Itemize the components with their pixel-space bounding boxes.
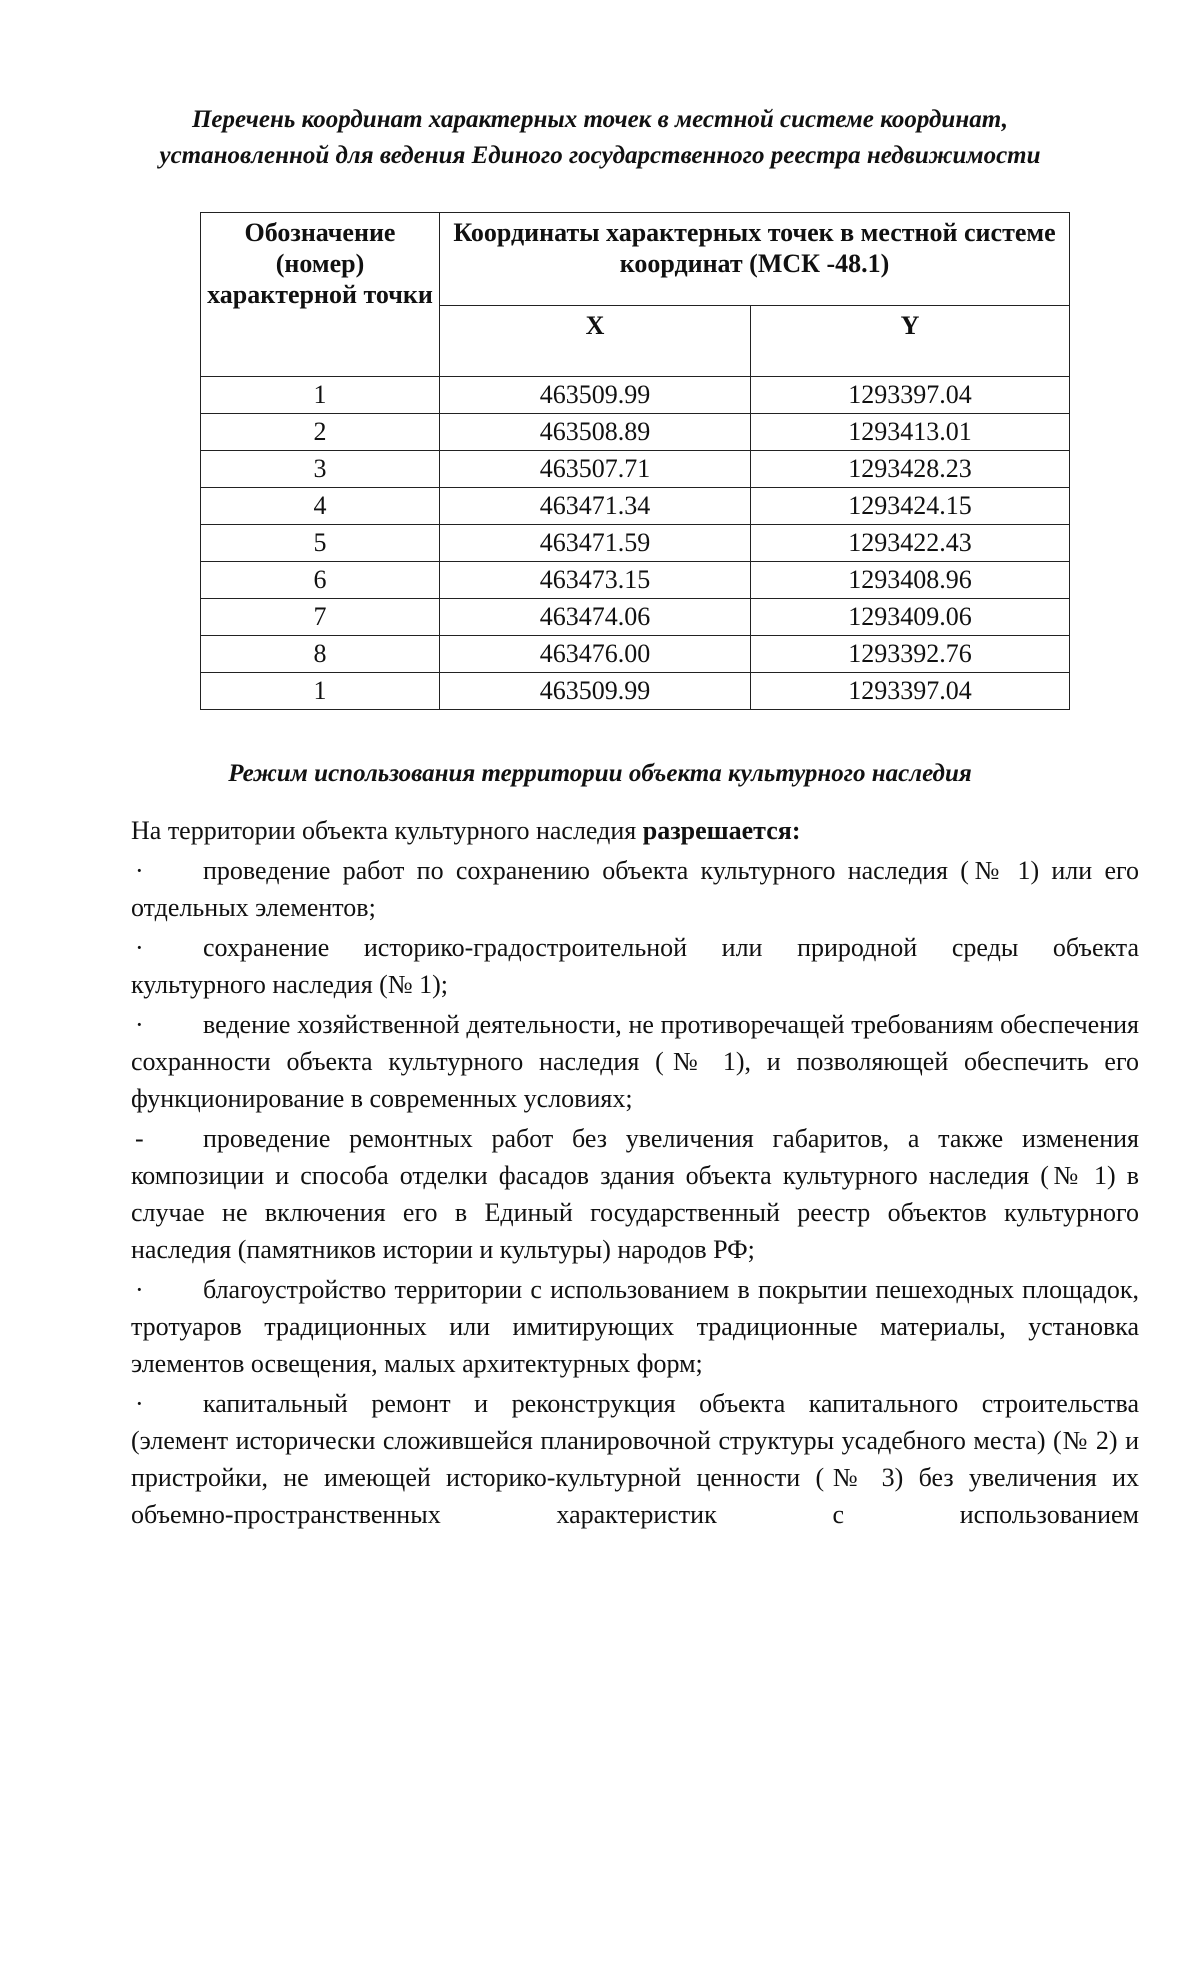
cell-point: 1 [201,377,440,414]
cell-y: 1293397.04 [751,673,1070,710]
cell-y: 1293422.43 [751,525,1070,562]
cell-x: 463476.00 [440,636,751,673]
table-row [201,599,1070,636]
cell-x: 463474.06 [440,599,751,636]
cell-x: 463471.34 [440,488,751,525]
table-row [201,414,1070,451]
cell-y: 1293409.06 [751,599,1070,636]
regime-title: Режим использования территории объекта культурного наследия [228,760,972,787]
cell-y: 1293392.76 [751,636,1070,673]
list-item [131,929,1139,1003]
list-item-marker: · [135,1389,144,1418]
cell-x: 463507.71 [440,451,751,488]
list-item-marker: - [135,1124,144,1153]
cell-y: 1293413.01 [751,414,1070,451]
regime-body [131,812,1139,1536]
cell-point: 3 [201,451,440,488]
cell-y: 1293397.04 [751,377,1070,414]
cell-x: 463471.59 [440,525,751,562]
regime-intro [131,812,1139,849]
list-item [131,1120,1139,1268]
cell-y: 1293428.23 [751,451,1070,488]
coordinates-table-body [201,377,1070,710]
list-item-marker: · [135,1010,144,1039]
cell-point: 8 [201,636,440,673]
table-row [201,636,1070,673]
list-item-text: проведение ремонтных работ без увеличения габаритов, а также изменения композиции и способа отделки фасадов здания объекта культурного наследия (№ 1) в случае не включения его в Единый государственный реестр объектов культурного наследия (памятников истории и культуры) народов РФ; [131,1124,1139,1264]
cell-point: 2 [201,414,440,451]
header-x: X [440,306,751,377]
coordinates-table [200,212,1070,710]
regime-intro-text: На территории объекта культурного наследия [131,816,643,845]
list-item-text: ведение хозяйственной деятельности, не противоречащей требованиям обеспечения сохранности объекта культурного наследия (№ 1), и позволяющей обеспечить его функционирование в современных условиях; [131,1010,1139,1113]
cell-x: 463509.99 [440,377,751,414]
table-row [201,451,1070,488]
coordinates-list-title [100,102,1100,174]
list-item-text: капитальный ремонт и реконструкция объекта капитального строительства (элемент исторически сложившейся планировочной структуры усадебного места) (№ 2) и пристройки, не имеющей историко-культурной ценности (№ 3) без увеличения их объемно-пространственных характеристик с использованием [131,1389,1139,1529]
list-item-marker: · [135,1275,144,1304]
list-item-text: сохранение историко-градостроительной или природной среды объекта культурного наследия (№ 1); [131,933,1139,999]
cell-y: 1293408.96 [751,562,1070,599]
title-line-2: установленной для ведения Единого государственного реестра недвижимости [159,142,1041,169]
header-y: Y [751,306,1070,377]
list-item [131,1006,1139,1117]
title-line-1: Перечень координат характерных точек в местной системе координат, [191,106,1009,133]
list-item [131,852,1139,926]
cell-point: 7 [201,599,440,636]
cell-x: 463509.99 [440,673,751,710]
cell-point: 4 [201,488,440,525]
list-item [131,1385,1139,1533]
cell-point: 6 [201,562,440,599]
header-point-designation: Обозначение (номер) характерной точки [201,213,440,377]
list-item [131,1271,1139,1382]
regime-items-list [131,852,1139,1533]
regime-intro-bold: разрешается: [642,816,801,845]
cell-point: 5 [201,525,440,562]
table-row [201,377,1070,414]
cell-y: 1293424.15 [751,488,1070,525]
table-row [201,488,1070,525]
table-row [201,673,1070,710]
table-row [201,562,1070,599]
header-coordinates: Координаты характерных точек в местной системе координат (МСК -48.1) [440,213,1070,306]
list-item-marker: · [135,933,144,962]
cell-x: 463473.15 [440,562,751,599]
cell-x: 463508.89 [440,414,751,451]
cell-point: 1 [201,673,440,710]
table-row [201,525,1070,562]
list-item-text: проведение работ по сохранению объекта культурного наследия (№ 1) или его отдельных элементов; [131,856,1139,922]
list-item-text: благоустройство территории с использованием в покрытии пешеходных площадок, тротуаров традиционных или имитирующих традиционные материалы, установка элементов освещения, малых архитектурных форм; [131,1275,1139,1378]
list-item-marker: · [135,856,144,885]
